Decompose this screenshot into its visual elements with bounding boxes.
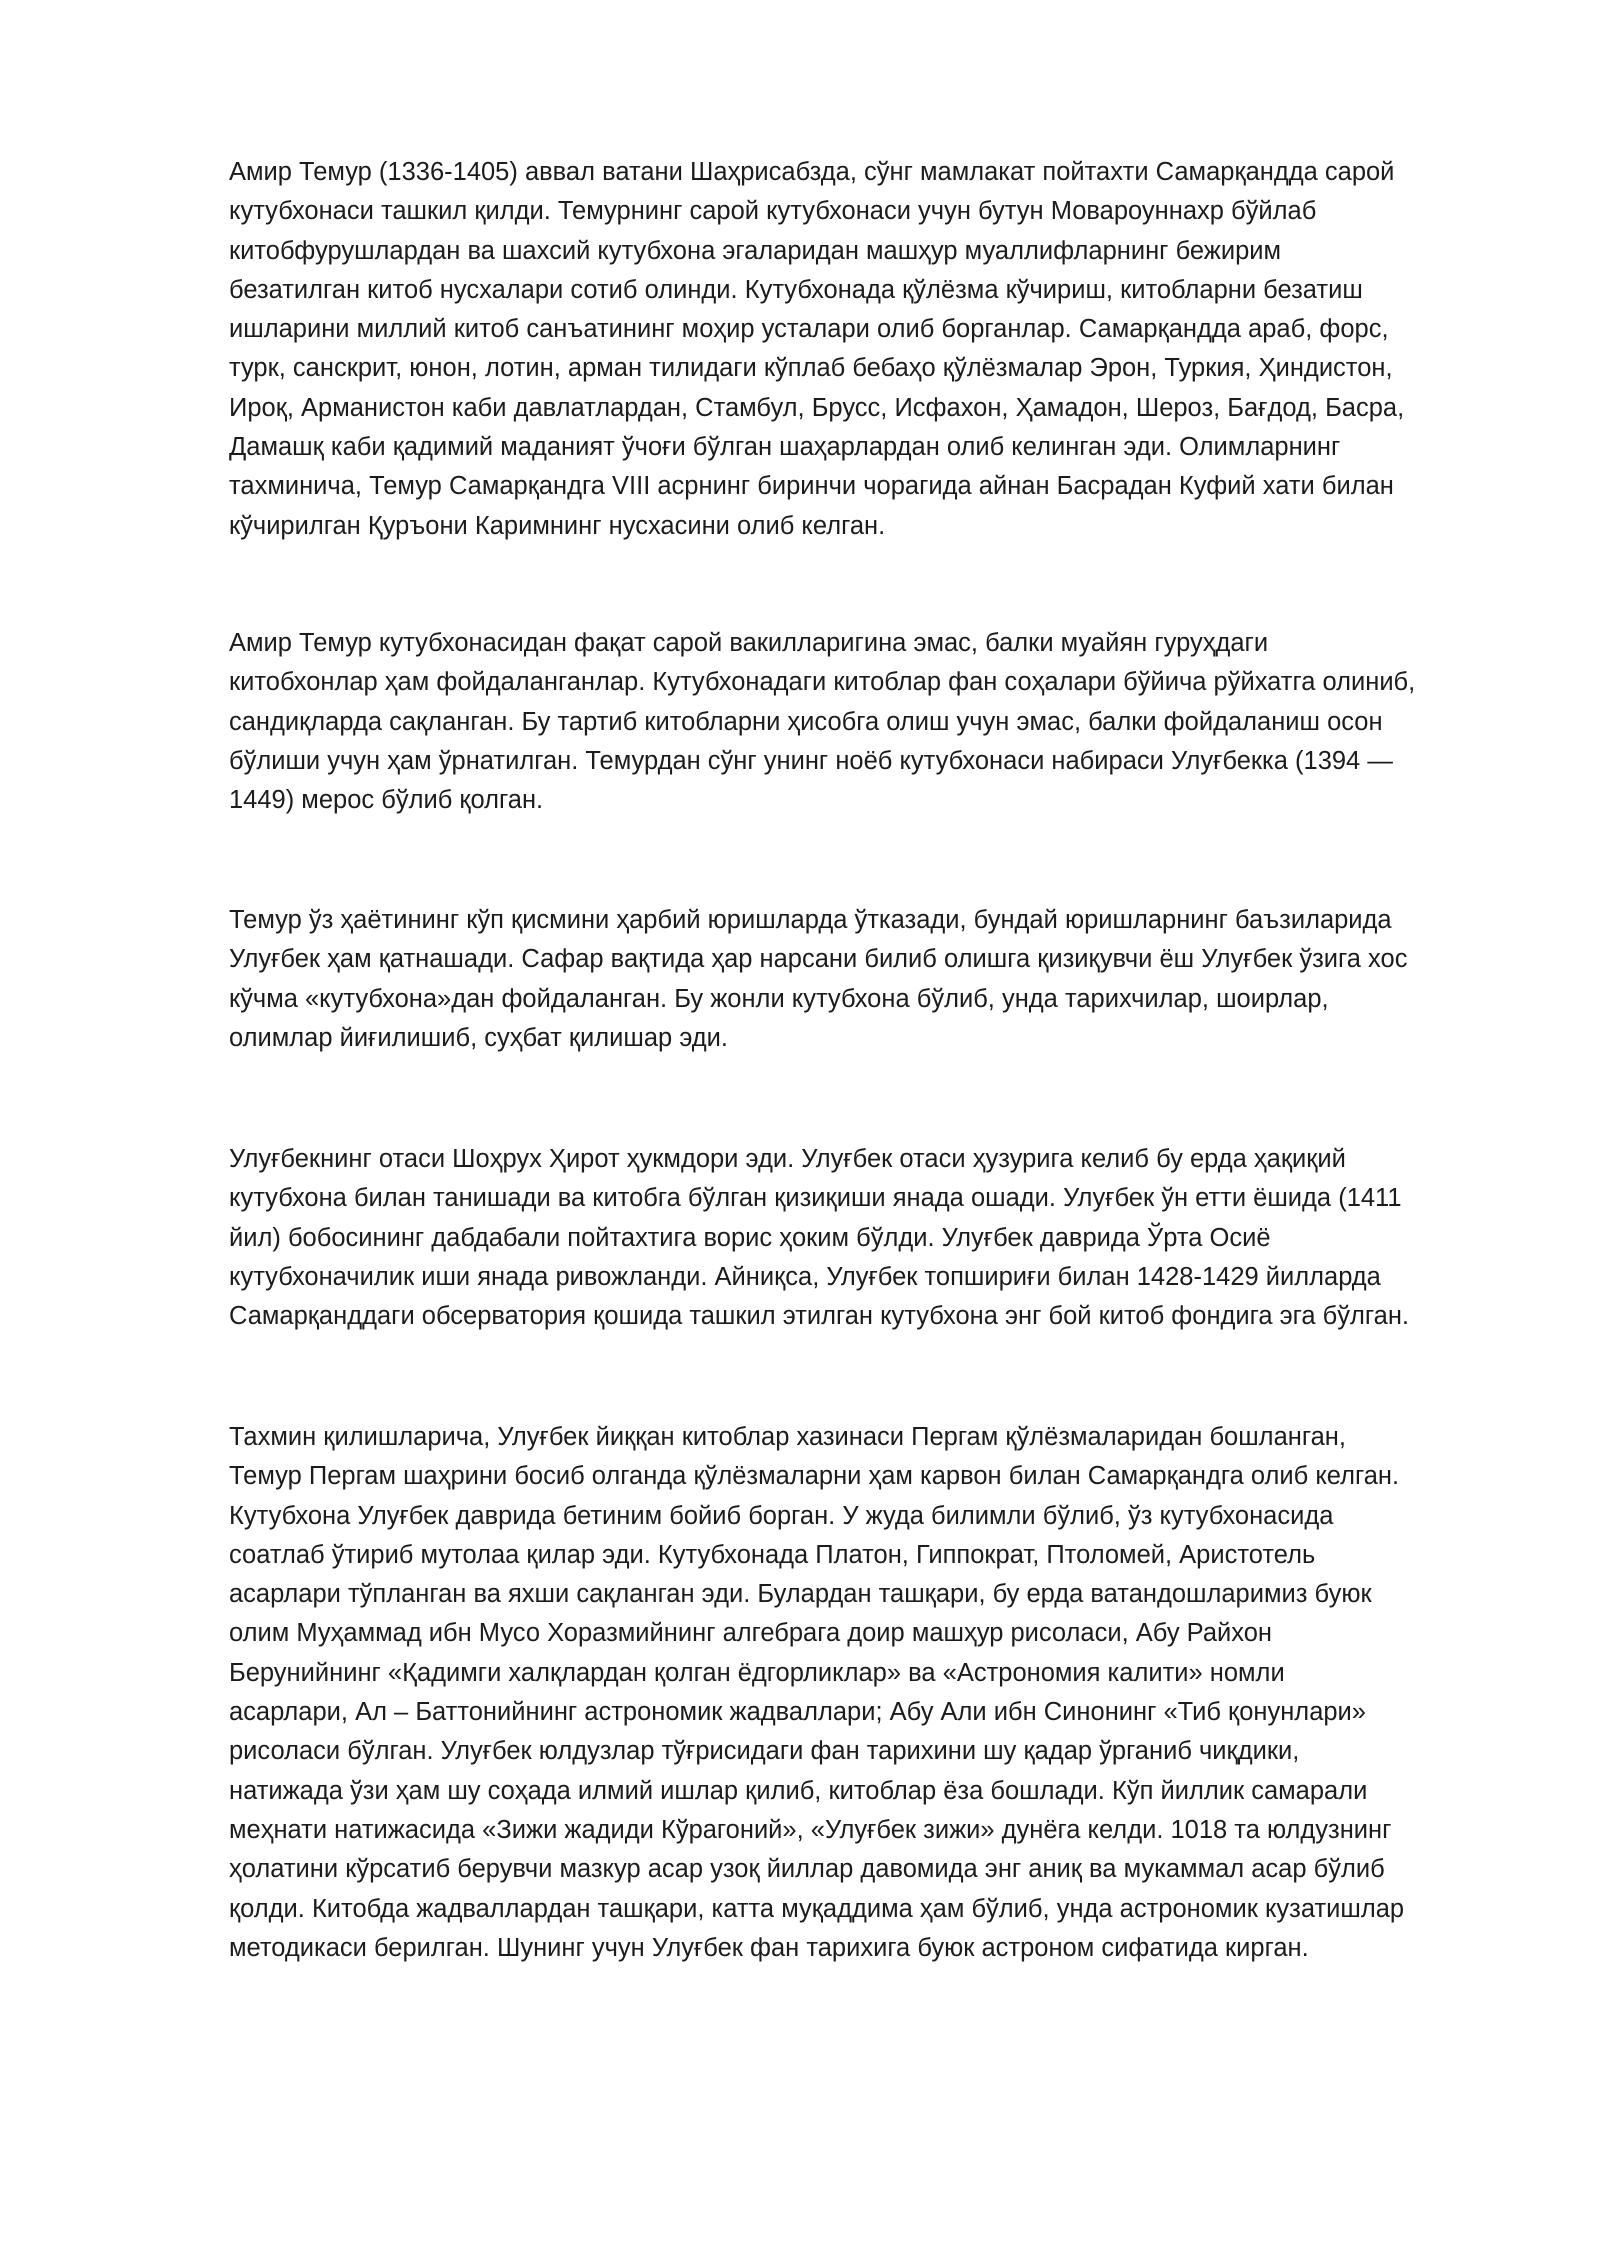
text-line: Берунийнинг «Қадимги халқлардан қолган ёдгорликлар» ва «Астрономия калити» номли [229,1658,1285,1687]
paragraph-4 [229,1140,1529,1336]
text-line: Самарқанддаги обсерватория қошида ташкил этилган кутубхона энг бой китоб фондига эга бўлган. [229,1302,1410,1331]
text-line: асарлари, Ал – Баттонийнинг астрономик жадваллари; Абу Али ибн Синонинг «Тиб қонунлари» [229,1698,1366,1727]
text-line: Амир Темур кутубхонасидан фақат сарой вакилларигина эмас, балки муайян гуруҳдаги [229,629,1269,657]
text-line: тахминича, Темур Самарқандга VIII асрнинг биринчи чорагида айнан Басрадан Куфий хати билан [229,472,1394,501]
paragraph-5 [229,1418,1529,1968]
text-line: Улуғбек ҳам қатнашади. Сафар вақтида ҳар нарсани билиб олишга қизиқувчи ёш Улуғбек ўзига хос [229,945,1408,974]
text-line: кутубхона билан танишади ва китобга бўлган қизиқиши янада ошади. Улуғбек ўн етти ёшида (1411 [229,1184,1402,1213]
text-line: Улуғбекнинг отаси Шоҳрух Ҳирот ҳукмдори эди. Улуғбек отаси ҳузурига келиб бу ерда ҳақиқий [229,1145,1346,1173]
text-line: олимлар йиғилишиб, суҳбат қилишар эди. [229,1023,728,1052]
paragraph-1 [229,153,1529,546]
text-line: Кутубхона Улуғбек даврида бетиним бойиб борган. У жуда билимли бўлиб, ўз кутубхонасида [229,1501,1334,1530]
text-line: китобфурушлардан ва шахсий кутубхона эгаларидан машҳур муаллифларнинг бежирим [229,236,1282,265]
text-line: Ироқ, Арманистон каби давлатлардан, Стамбул, Брусс, Исфахон, Ҳамадон, Шероз, Бағдод, Басра, [229,393,1405,422]
text-line: Амир Темур (1336-1405) аввал ватани Шаҳрисабзда, сўнг мамлакат пойтахти Самарқандда сарой [229,158,1395,186]
text-line: асарлари тўпланган ва яхши сақланган эди. Булардан ташқари, бу ерда ватандошларимиз буюк [229,1580,1372,1609]
text-line: кўчирилган Қуръони Каримнинг нусхасини олиб келган. [229,511,886,540]
text-line: Темур Пергам шаҳрини босиб олганда қўлёзмаларни ҳам карвон билан Самарқандга олиб келган. [229,1462,1400,1491]
text-line: олим Муҳаммад ибн Мусо Хоразмийнинг алгебрага доир машҳур рисоласи, Абу Райхон [229,1619,1272,1648]
text-line: ишларини миллий китоб санъатининг моҳир усталари олиб борганлар. Самарқандда араб, форс, [229,315,1389,344]
paragraph-3 [229,901,1529,1058]
text-line: рисоласи бўлган. Улуғбек юлдузлар тўғрисидаги фан тарихини шу қадар ўрганиб чиқдики, [229,1737,1300,1766]
text-line: методикаси берилган. Шунинг учун Улуғбек фан тарихига буюк астроном сифатида кирган. [229,1933,1309,1962]
text-line: меҳнати натижасида «Зижи жадиди Кўрагоний», «Улуғбек зижи» дунёга келди. 1018 та юлдузнинг [229,1815,1392,1844]
text-line: ҳолатини кўрсатиб берувчи мазкур асар узоқ йиллар давомида энг аниқ ва мукаммал асар бўлиб [229,1855,1385,1884]
text-line: кутубхоначилик иши янада ривожланди. Айниқса, Улуғбек топшириғи билан 1428-1429 йилларда [229,1262,1381,1291]
text-line: бўлиши учун ҳам ўрнатилган. Темурдан сўнг унинг ноёб кутубхонаси набираси Улуғбекка (1394 — [229,746,1393,775]
text-line: кутубхонаси ташкил қилди. Темурнинг сарой кутубхонаси учун бутун Мовароуннахр бўйлаб [229,197,1317,226]
text-line: кўчма «кутубхона»дан фойдаланган. Бу жонли кутубхона бўлиб, унда тарихчилар, шоирлар, [229,984,1329,1013]
text-line: Темур ўз ҳаётининг кўп қисмини ҳарбий юришларда ўтказади, бундай юришларнинг баъзиларида [229,906,1392,934]
paragraph-2 [229,624,1529,820]
text-line: 1449) мерос бўлиб қолган. [229,786,544,815]
text-line: қолди. Китобда жадваллардан ташқари, катта муқаддима ҳам бўлиб, унда астрономик кузатишлар [229,1894,1405,1923]
text-line: китобхонлар ҳам фойдаланганлар. Кутубхонадаги китоблар фан соҳалари бўйича рўйхатга олиниб, [229,668,1416,697]
text-line: сандиқларда сақланган. Бу тартиб китобларни ҳисобга олиш учун эмас, балки фойдаланиш осон [229,707,1383,736]
text-line: соатлаб ўтириб мутолаа қилар эди. Кутубхонада Платон, Гиппократ, Птоломей, Аристотель [229,1540,1316,1569]
text-line: безатилган китоб нусхалари сотиб олинди. Кутубхонада қўлёзма кўчириш, китобларни безатиш [229,275,1363,304]
text-line: Тахмин қилишларича, Улуғбек йиққан китоблар хазинаси Пергам қўлёзмаларидан бошланган, [229,1423,1346,1451]
text-line: турк, санскрит, юнон, лотин, арман тилидаги кўплаб бебаҳо қўлёзмалар Эрон, Туркия, Ҳиндистон, [229,354,1393,383]
text-line: натижада ўзи ҳам шу соҳада илмий ишлар қилиб, китоблар ёза бошлади. Кўп йиллик самарали [229,1776,1368,1805]
text-line: йил) бобосининг дабдабали пойтахтига ворис ҳоким бўлди. Улуғбек даврида Ўрта Осиё [229,1223,1271,1252]
text-line: Дамашқ каби қадимий маданият ўчоғи бўлган шаҳарлардан олиб келинган эди. Олимларнинг [229,433,1341,462]
